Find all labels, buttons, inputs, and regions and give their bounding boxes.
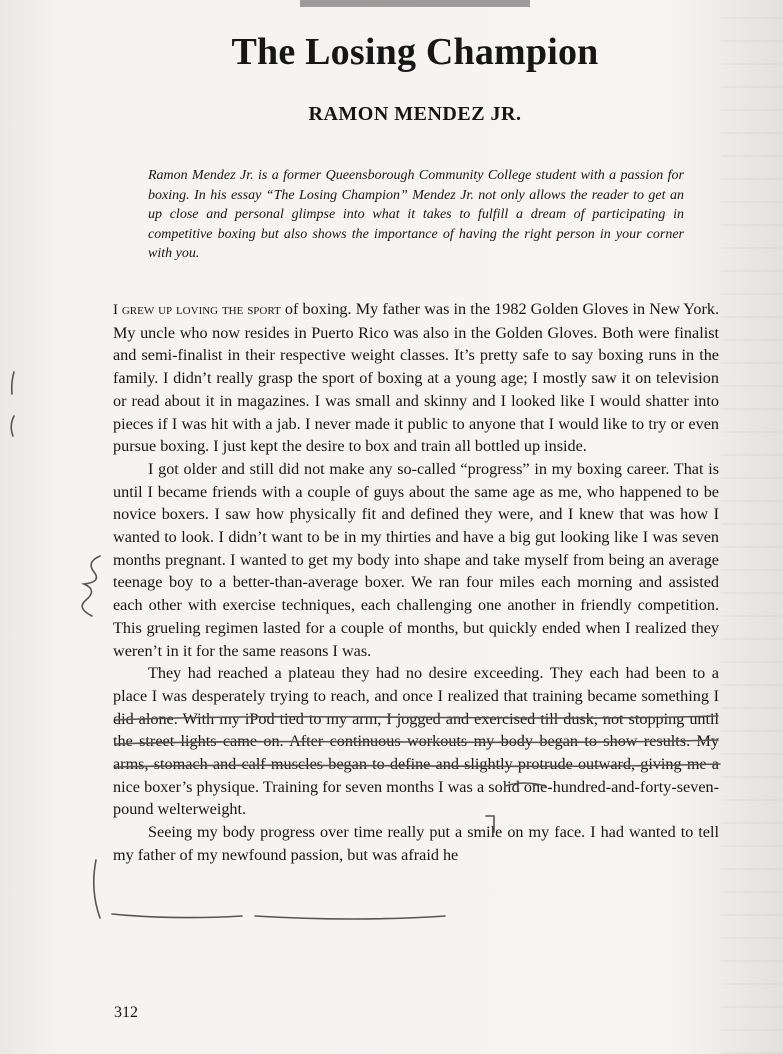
- intro-paragraph: Ramon Mendez Jr. is a former Queensborough Community College student with a passion for boxing. In his essay “The Losing Champion” Mendez Jr. not only allows the reader to get an up close and personal glimpse into what it takes to fulfill a dream of participating in competitive boxing but also shows the importance of having the right person in your corner with you.: [148, 168, 684, 262]
- body-paragraph-2: I got older and still did not make any so-called “progress” in my boxing career. That is until I became friends with a couple of guys about the same age as me, who happened to be novice boxers. I saw how physically fit and defined they were, and I knew that was how I wanted to look. I didn’t want to be in my thirties and have a big gut looking like I was seven months pregnant. I wanted to get my body into shape and take myself from being an average teenage boy to a better-than-average boxer. We ran four miles each morning and assisted each other with exercise techniques, each challenging one another in friendly competition. This grueling regimen lasted for a couple of months, but quickly ended when I realized they weren’t in it for the same reasons I was.: [113, 459, 719, 660]
- body-paragraph-3: They had reached a plateau they had no desire exceeding. They each had been to a place I was desperately trying to reach, and once I realized that training became something I did alone. With my iPod tied to my arm, I jogged and exercised till dusk, not stopping until the street lights came on. After continuous workouts my body began to show results. My arms, stomach and calf muscles began to define and slightly protrude outward, giving me a nice boxer’s physique. Training for seven months I was a solid one-hundred-and-forty-seven-pound welterweight.: [113, 664, 719, 819]
- margin-mark-1: [12, 372, 14, 394]
- margin-bracket: [82, 556, 100, 616]
- header-rule: [300, 0, 530, 7]
- essay-title: The Losing Champion: [231, 31, 599, 73]
- body-paragraph-1: [113, 298, 719, 458]
- margin-vline: [94, 860, 100, 918]
- underline-outward: [112, 914, 242, 918]
- underline-physique: [255, 916, 445, 919]
- body-paragraph-1-text: of boxing. My father was in the 1982 Golden Gloves in New York. My uncle who now resides in Puerto Rico was also in the Golden Gloves. Both were finalist and semi-finalist in their respective weight classes. It’s pretty safe to say boxing runs in the family. I didn’t really grasp the sport of boxing at a young age; I mostly saw it on television or read about it in magazines. I was small and skinny and I looked like I would shatter into pieces if I was hit with a jab. I never made it public to anyone that I would like to try or even pursue boxing. I just kept the desire to box and train all bottled up inside.: [113, 300, 720, 456]
- lead-in-smallcaps: I grew up loving the sport: [113, 302, 281, 318]
- page-edge-shadow: [721, 0, 783, 1054]
- body-paragraph-4: Seeing my body progress over time really put a smile on my face. I had wanted to tell my father of my newfound passion, but was afraid he: [113, 823, 719, 864]
- essay-body: [113, 298, 719, 867]
- page-number: 312: [114, 1004, 138, 1021]
- author-name: RAMON MENDEZ JR.: [308, 103, 522, 125]
- margin-mark-2: [11, 416, 14, 436]
